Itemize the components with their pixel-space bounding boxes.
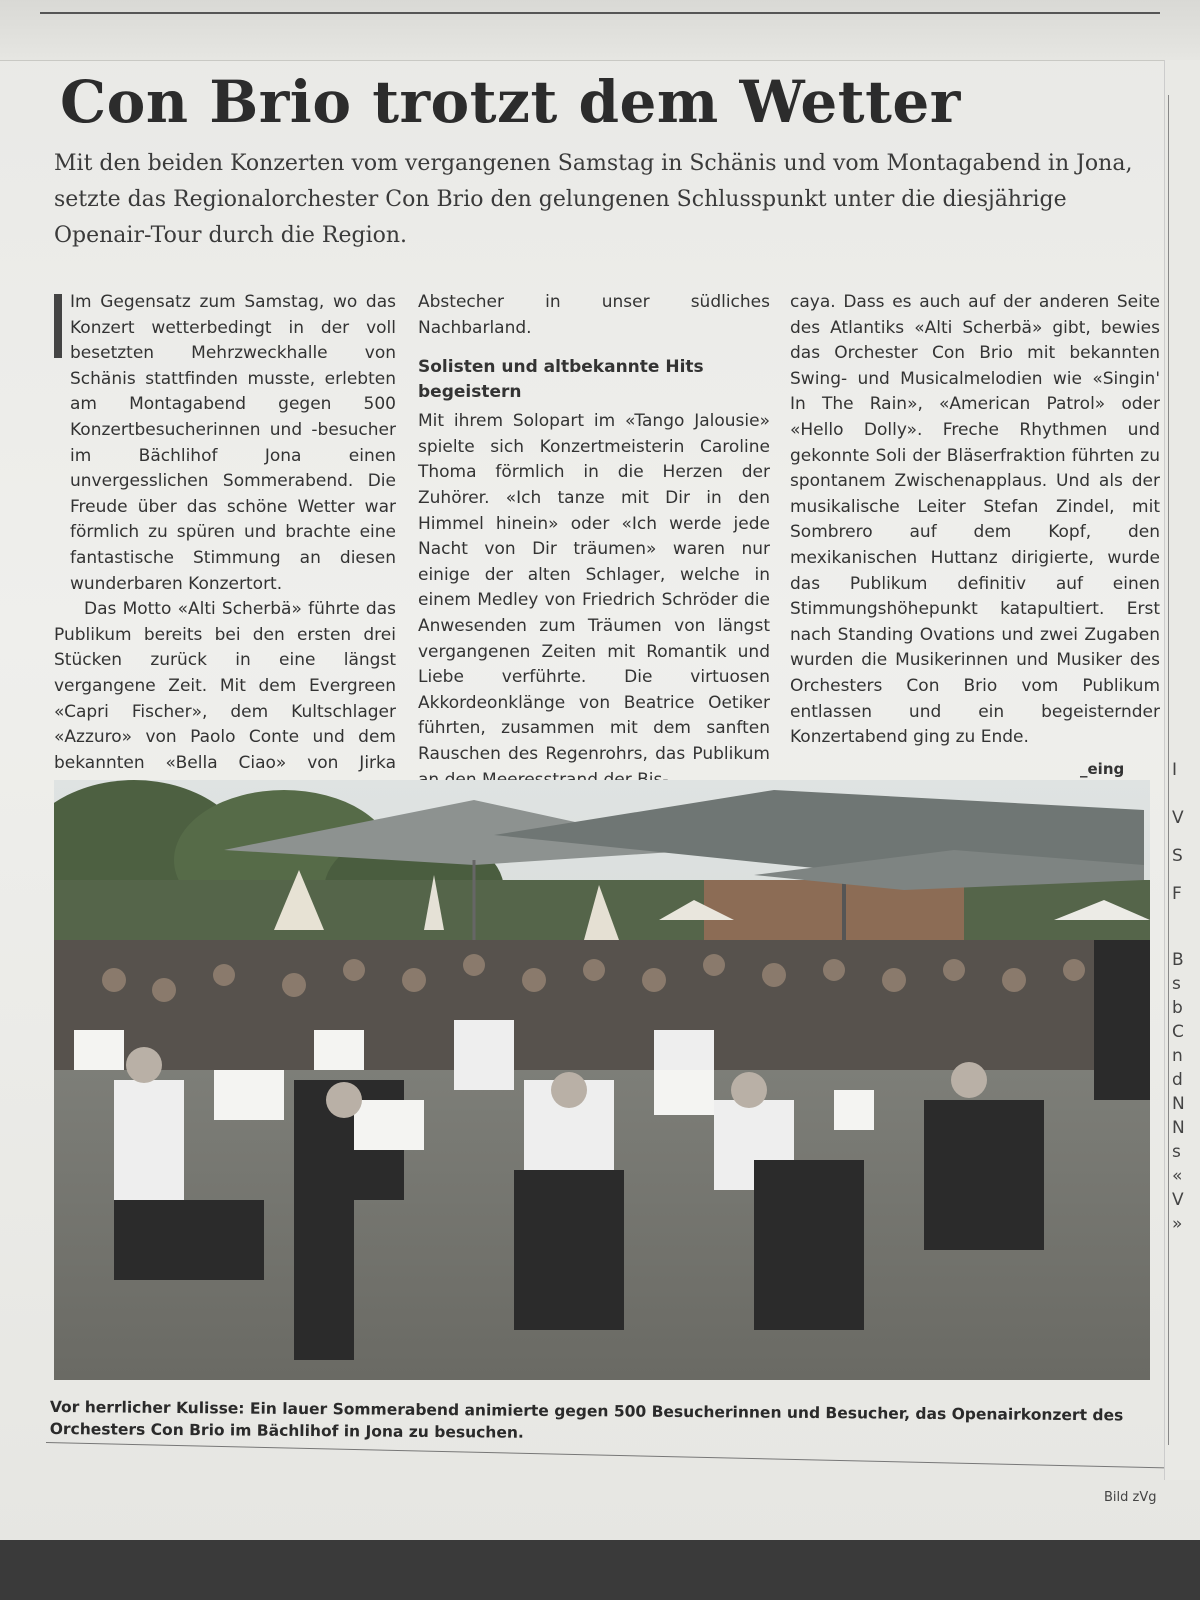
edge-letter: S — [1172, 846, 1183, 866]
byline: _eing — [1080, 760, 1125, 778]
column-2 — [418, 290, 770, 793]
paragraph: Das Motto «Alti Scherbä» führte das Publikum bereits bei den ersten drei Stücken zurück in eine längst vergangene Zeit. Mit dem Evergreen «Capri Fischer», dem Kultschlager «Azzuro» von Paolo Conte und dem bekannten «Bella Ciao» von Jirka — [54, 599, 396, 773]
column-3 — [790, 290, 1160, 751]
edge-letter: « — [1172, 1166, 1183, 1186]
edge-letter: N — [1172, 1094, 1185, 1114]
concert-photo — [54, 780, 1150, 1380]
edge-letter: » — [1172, 1214, 1183, 1234]
dropcap-mark — [54, 294, 62, 358]
paragraph: caya. Dass es auch auf der anderen Seite des Atlantiks «Alti Scherbä» gibt, bewies das Orchester Con Brio mit bekannten Swing- und Musicalmelodien wie «Singin' In The Rain», «American Patrol» oder «Hello Dolly». Freche Rhythmen und gekonnte Soli der Bläserfraktion führten zu spontanem Zwischenapplaus. Und als der musikalische Leiter Stefan Zindel, mit Sombrero auf dem Kopf, den mexikanischen Huttanz dirigierte, wurde das Publikum definitiv auf einen Stimmungshöhepunkt katapultiert. Erst nach Standing Ovations und zwei Zugaben wurden die Musikerinnen und Musiker des Orchesters Con Brio vom Publikum entlassen und ein begeisternder Konzertabend ging zu Ende. — [790, 292, 1160, 748]
top-rule — [40, 12, 1160, 14]
edge-letter: s — [1172, 974, 1181, 994]
subheading: Solisten und altbekannte Hits begeistern — [418, 357, 704, 403]
headline: Con Brio trotzt dem Wetter — [60, 68, 961, 136]
background-surface — [0, 1540, 1200, 1600]
edge-letter: B — [1172, 950, 1184, 970]
adjacent-column-edge — [1164, 60, 1200, 1480]
column-divider — [1168, 95, 1169, 1445]
edge-letter: F — [1172, 884, 1182, 904]
paragraph: Mit ihrem Solopart im «Tango Jalousie» spielte sich Konzertmeisterin Caroline Thoma förmlich in die Herzen der Zuhörer. «Ich tanze mit Dir in den Himmel hinein» oder «Ich werde jede Nacht von Dir träumen» waren nur einige der alten Schlager, welche in einem Medley von Friedrich Schröder die Anwesenden zum Träumen von längst vergangenen Zeiten mit Romantik und Liebe verführte. Die virtuosen Akkordeonklänge von Beatrice Oetiker führten, zusammen mit dem sanften Rauschen des Regenrohrs, das Publikum — [418, 411, 770, 764]
edge-letter: s — [1172, 1142, 1181, 1162]
edge-letter: n — [1172, 1046, 1183, 1066]
top-strip — [0, 0, 1200, 61]
paragraph: Abstecher in unser südliches Nachbarland. — [418, 292, 770, 338]
first-paragraph-block — [54, 290, 396, 597]
edge-letter: d — [1172, 1070, 1183, 1090]
edge-letter: N — [1172, 1118, 1185, 1138]
paragraph: Im Gegensatz zum Samstag, wo das Konzert wetterbedingt in der voll besetzten Mehrzweckhalle von Schänis stattfinden musste, erlebten am Montagabend gegen 500 Konzertbesucherinnen und -besucher im Bächlihof Jona einen unvergesslichen Sommerabend. Die Freude über das schöne Wetter war förmlich zu spüren und brachte eine fantastische Stimmung an diesen wunderbaren Konzertort. — [70, 292, 396, 594]
edge-letter: I — [1172, 760, 1178, 780]
column-1 — [54, 290, 396, 827]
edge-letter: V — [1172, 1190, 1184, 1210]
edge-letter: V — [1172, 808, 1184, 828]
photo-caption: Vor herrlicher Kulisse: Ein lauer Sommerabend animierte gegen 500 Besucherinnen und Besucher, das Openairkonzert des Orchesters Con Brio im Bächlihof in Jona zu besuchen. — [49, 1397, 1124, 1442]
photo-credit: Bild zVg — [1104, 1490, 1157, 1505]
edge-letter: b — [1172, 998, 1183, 1018]
lead-paragraph: Mit den beiden Konzerten vom vergangenen Samstag in Schänis und vom Montagabend in Jona, setzte das Regionalorchester Con Brio den gelungenen Schlusspunkt unter die diesjährige Openair-Tour durch die Region. — [54, 151, 1133, 248]
photo-illustration — [54, 780, 1150, 1380]
edge-letter: C — [1172, 1022, 1184, 1042]
